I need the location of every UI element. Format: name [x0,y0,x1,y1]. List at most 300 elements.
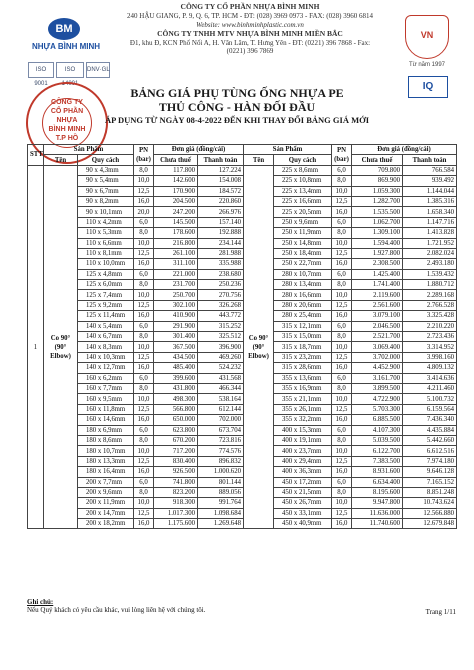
spec-cell: 280 x 25,4mm [274,311,332,321]
spec-cell: 140 x 5,4mm [78,321,134,331]
price-payment-cell: 250.236 [198,280,244,290]
price-pre-tax-cell: 431.800 [154,383,198,393]
price-pre-tax-cell: 6.885.500 [352,415,403,425]
pn-cell: 8,0 [134,165,154,175]
table-row [28,425,457,435]
price-payment-cell: 335.988 [198,259,244,269]
pn-cell: 10,0 [134,290,154,300]
price-payment-cell: 1.658.340 [403,207,457,217]
price-payment-cell: 12.566.880 [403,508,457,518]
pn-cell: 10,0 [332,498,352,508]
price-pre-tax-cell: 9.947.800 [352,498,403,508]
table-row [28,332,457,342]
price-payment-cell: 184.572 [198,186,244,196]
group-name-line: Elbow) [50,352,71,360]
price-payment-cell: 612.144 [198,404,244,414]
spec-cell: 125 x 7,4mm [78,290,134,300]
table-row [28,508,457,518]
price-pre-tax-cell: 2.561.600 [352,300,403,310]
pn-cell: 10,0 [332,186,352,196]
spec-cell: 400 x 29,4mm [274,456,332,466]
pn-cell: 6,0 [134,373,154,383]
pn-cell: 10,0 [134,176,154,186]
column-header: Tên [44,155,78,165]
seal-line: BÌNH MINH [48,126,86,133]
price-pre-tax-cell: 5.703.300 [352,404,403,414]
spec-cell: 110 x 8,1mm [78,248,134,258]
spec-cell: 400 x 23,7mm [274,446,332,456]
price-pre-tax-cell: 6.122.700 [352,446,403,456]
table-row [28,238,457,248]
spec-cell: 90 x 5,4mm [78,176,134,186]
price-pre-tax-cell: 216.800 [154,238,198,248]
table-row [28,196,457,206]
price-pre-tax-cell: 741.800 [154,477,198,487]
spec-cell: 125 x 11,4mm [78,311,134,321]
price-pre-tax-cell: 410.900 [154,311,198,321]
seal-line: CỔ PHẦN [50,108,84,115]
certification-badge: ISO 9001 [28,62,54,78]
pn-cell: 12,5 [134,404,154,414]
price-payment-cell: 266.976 [198,207,244,217]
pn-cell: 10,0 [134,446,154,456]
spec-cell: 160 x 9,5mm [78,394,134,404]
price-pre-tax-cell: 1.594.400 [352,238,403,248]
price-payment-cell: 7.165.152 [403,477,457,487]
price-payment-cell: 326.268 [198,300,244,310]
pn-cell: 6,0 [332,425,352,435]
pn-cell: 10,0 [134,394,154,404]
quality-mark: IQ [408,76,448,98]
award-year: Từ năm 1997 [408,62,446,68]
pn-cell: 6,0 [332,373,352,383]
price-pre-tax-cell: 1.535.500 [352,207,403,217]
spec-cell: 250 x 9,6mm [274,217,332,227]
price-pre-tax-cell: 485.400 [154,363,198,373]
table-row [28,498,457,508]
spec-cell: 280 x 13,4mm [274,280,332,290]
page-subtitle: THỦ CÔNG - HÀN ĐỐI ĐẦU [158,100,316,114]
table-header-row [28,155,457,165]
price-payment-cell: 8.851.248 [403,487,457,497]
table-row [28,352,457,362]
table-row [28,228,457,238]
pn-cell: 16,0 [134,363,154,373]
page-title: BẢNG GIÁ PHỤ TÙNG ỐNG NHỰA PE [130,86,344,100]
price-pre-tax-cell: 1.062.700 [352,217,403,227]
price-payment-cell: 469.260 [198,352,244,362]
price-pre-tax-cell: 301.400 [154,332,198,342]
pn-cell: 12,5 [332,300,352,310]
logo-mark: BM [48,18,80,40]
pn-cell: 12,5 [332,248,352,258]
price-payment-cell: 673.704 [198,425,244,435]
seal-line: NHỰA [56,117,78,124]
price-pre-tax-cell: 2.521.700 [352,332,403,342]
group-name-line: Co 90° [248,334,269,342]
pn-cell: 8,0 [332,383,352,393]
price-pre-tax-cell: 670.200 [154,435,198,445]
table-row [28,176,457,186]
group-name-line: Co 90° [50,334,71,342]
spec-cell: 200 x 11,9mm [78,498,134,508]
spec-cell: 180 x 16,4mm [78,467,134,477]
table-row [28,519,457,529]
pn-cell: 12,5 [332,456,352,466]
price-payment-cell: 10.743.624 [403,498,457,508]
price-pre-tax-cell: 7.383.500 [352,456,403,466]
note-title: Ghi chú: [27,598,54,606]
spec-cell: 140 x 8,3mm [78,342,134,352]
spec-cell: 160 x 14,6mm [78,415,134,425]
price-payment-cell: 431.568 [198,373,244,383]
price-payment-cell: 396.900 [198,342,244,352]
price-pre-tax-cell: 1.309.100 [352,228,403,238]
table-row [28,446,457,456]
pn-cell: 8,0 [332,487,352,497]
subsidiary-address: Đ1, khu Đ, KCN Phố Nối A, H. Văn Lâm, T. Hưng Yên - ĐT: (0221) 396 7868 - Fax: (0221) 396 7869 [129,39,371,55]
pn-cell: 12,5 [332,352,352,362]
price-payment-cell: 774.576 [198,446,244,456]
spec-cell: 110 x 5,3mm [78,228,134,238]
price-pre-tax-cell: 170.900 [154,186,198,196]
company-address: 240 HẬU GIANG, P. 9, Q. 6, TP. HCM - ĐT: (028) 3969 0973 - FAX: (028) 3960 6814 [127,12,373,20]
price-payment-cell: 12.679.848 [403,519,457,529]
spec-cell: 225 x 20,5mm [274,207,332,217]
pn-cell: 6,0 [134,217,154,227]
spec-cell: 315 x 23,2mm [274,352,332,362]
spec-cell: 160 x 11,8mm [78,404,134,414]
price-payment-cell: 5.100.732 [403,394,457,404]
document-footer [27,598,456,614]
price-pre-tax-cell: 117.800 [154,165,198,175]
pn-cell: 12,5 [332,404,352,414]
price-pre-tax-cell: 11.740.600 [352,519,403,529]
price-pre-tax-cell: 1.282.700 [352,196,403,206]
spec-cell: 125 x 6,0mm [78,280,134,290]
table-row [28,165,457,175]
row-number: 1 [28,165,44,529]
price-pre-tax-cell: 918.300 [154,498,198,508]
spec-cell: 200 x 18,2mm [78,519,134,529]
pn-cell: 16,0 [134,196,154,206]
spec-cell: 355 x 13,6mm [274,373,332,383]
pn-cell: 16,0 [332,415,352,425]
price-pre-tax-cell: 221.000 [154,269,198,279]
column-header: Quy cách [274,155,332,165]
price-payment-cell: 1.144.044 [403,186,457,196]
table-row [28,415,457,425]
spec-cell: 90 x 8,2mm [78,196,134,206]
table-row [28,217,457,227]
pn-cell: 10,0 [332,342,352,352]
price-payment-cell: 1.880.712 [403,280,457,290]
price-payment-cell: 281.988 [198,248,244,258]
price-pre-tax-cell: 1.175.600 [154,519,198,529]
spec-cell: 180 x 10,7mm [78,446,134,456]
price-payment-cell: 325.512 [198,332,244,342]
price-payment-cell: 154.008 [198,176,244,186]
pn-cell: 8,0 [134,228,154,238]
pn-cell: 12,5 [332,508,352,518]
price-pre-tax-cell: 4.107.300 [352,425,403,435]
pn-cell: 16,0 [134,259,154,269]
pn-cell: 16,0 [134,467,154,477]
spec-cell: 90 x 10,1mm [78,207,134,217]
spec-cell: 225 x 10,8mm [274,176,332,186]
pn-cell: 8,0 [134,435,154,445]
company-name: CÔNG TY CỔ PHẦN NHỰA BÌNH MINH [180,2,320,11]
price-pre-tax-cell: 2.308.500 [352,259,403,269]
price-pre-tax-cell: 261.100 [154,248,198,258]
pn-cell: 10,0 [134,498,154,508]
pn-cell: 10,0 [332,394,352,404]
price-payment-cell: 2.289.168 [403,290,457,300]
spec-cell: 200 x 7,7mm [78,477,134,487]
price-payment-cell: 7.436.340 [403,415,457,425]
spec-cell: 450 x 40,9mm [274,519,332,529]
spec-cell: 315 x 18,7mm [274,342,332,352]
table-row [28,394,457,404]
column-header: Đơn giá (đồng/cái) [352,145,457,155]
spec-cell: 315 x 15,0mm [274,332,332,342]
validity-note: ÁP DỤNG TỪ NGÀY 08-4-2022 ĐẾN KHI THAY ĐỔI BẢNG GIÁ MỚI [104,115,370,125]
price-pre-tax-cell: 8.931.600 [352,467,403,477]
price-pre-tax-cell: 498.300 [154,394,198,404]
spec-cell: 355 x 32,2mm [274,415,332,425]
spec-cell: 110 x 6,6mm [78,238,134,248]
spec-cell: 250 x 22,7mm [274,259,332,269]
pn-cell: 10,0 [134,342,154,352]
spec-cell: 450 x 26,7mm [274,498,332,508]
price-pre-tax-cell: 178.600 [154,228,198,238]
spec-cell: 250 x 14,8mm [274,238,332,248]
column-header: Quy cách [78,155,134,165]
product-group-name [44,165,78,529]
spec-cell: 250 x 18,4mm [274,248,332,258]
table-row [28,259,457,269]
pn-cell: 16,0 [134,311,154,321]
spec-cell: 315 x 28,6mm [274,363,332,373]
table-row [28,342,457,352]
column-header: Sản Phẩm [44,145,134,155]
price-payment-cell: 443.772 [198,311,244,321]
price-payment-cell: 1.269.648 [198,519,244,529]
pn-cell: 8,0 [134,383,154,393]
price-pre-tax-cell: 1.017.300 [154,508,198,518]
price-payment-cell: 1.000.620 [198,467,244,477]
column-header: Đơn giá (đồng/cái) [154,145,244,155]
logo-brand-text: NHỰA BÌNH MINH [31,42,101,51]
table-row [28,456,457,466]
price-payment-cell: 1.539.432 [403,269,457,279]
price-pre-tax-cell: 291.900 [154,321,198,331]
spec-cell: 110 x 10,0mm [78,259,134,269]
price-payment-cell: 2.082.024 [403,248,457,258]
price-payment-cell: 4.435.884 [403,425,457,435]
table-row [28,383,457,393]
price-payment-cell: 4.211.460 [403,383,457,393]
price-payment-cell: 2.493.180 [403,259,457,269]
pn-cell: 16,0 [332,311,352,321]
price-payment-cell: 2.210.220 [403,321,457,331]
price-payment-cell: 270.756 [198,290,244,300]
price-payment-cell: 766.584 [403,165,457,175]
pn-cell: 6,0 [332,165,352,175]
pn-cell: 12,5 [134,248,154,258]
pn-cell: 6,0 [332,321,352,331]
price-payment-cell: 3.314.952 [403,342,457,352]
price-pre-tax-cell: 2.046.500 [352,321,403,331]
price-pre-tax-cell: 247.200 [154,207,198,217]
certification-badge: ISO 14001 [56,62,84,78]
pn-cell: 16,0 [332,259,352,269]
spec-cell: 400 x 36,3mm [274,467,332,477]
price-payment-cell: 538.164 [198,394,244,404]
price-payment-cell: 3.414.636 [403,373,457,383]
company-website: Website: www.binhminhplastic.com.vn [196,21,304,29]
price-payment-cell: 3.998.160 [403,352,457,362]
spec-cell: 90 x 6,7mm [78,186,134,196]
spec-cell: 160 x 7,7mm [78,383,134,393]
spec-cell: 225 x 16,6mm [274,196,332,206]
product-group-name [244,165,274,529]
price-payment-cell: 234.144 [198,238,244,248]
spec-cell: 355 x 21,1mm [274,394,332,404]
price-pre-tax-cell: 231.700 [154,280,198,290]
pn-cell: 8,0 [134,280,154,290]
subsidiary-name: CÔNG TY TNHH MTV NHỰA BÌNH MINH MIỀN BẮC [157,29,343,38]
price-pre-tax-cell: 3.069.400 [352,342,403,352]
spec-cell: 450 x 21,5mm [274,487,332,497]
price-pre-tax-cell: 650.000 [154,415,198,425]
price-pre-tax-cell: 311.100 [154,259,198,269]
table-row [28,467,457,477]
spec-cell: 450 x 33,1mm [274,508,332,518]
price-pre-tax-cell: 6.634.400 [352,477,403,487]
price-pre-tax-cell: 869.900 [352,176,403,186]
spec-cell: 250 x 11,9mm [274,228,332,238]
spec-cell: 450 x 17,2mm [274,477,332,487]
table-row [28,477,457,487]
price-payment-cell: 127.224 [198,165,244,175]
price-payment-cell: 939.492 [403,176,457,186]
price-pre-tax-cell: 3.702.000 [352,352,403,362]
table-row [28,363,457,373]
table-row [28,280,457,290]
note-text: Nếu Quý khách có yêu cầu khác, vui lòng liên hệ với chúng tôi. [27,606,206,614]
price-payment-cell: 991.764 [198,498,244,508]
table-row [28,487,457,497]
spec-cell: 140 x 6,7mm [78,332,134,342]
award-badge: VN [405,15,449,59]
price-pre-tax-cell: 2.119.600 [352,290,403,300]
price-pre-tax-cell: 566.800 [154,404,198,414]
table-row [28,404,457,414]
table-row [28,248,457,258]
price-pre-tax-cell: 204.500 [154,196,198,206]
pn-cell: 10,0 [332,446,352,456]
price-payment-cell: 1.413.828 [403,228,457,238]
document-header [0,0,474,150]
spec-cell: 125 x 9,2mm [78,300,134,310]
pn-cell: 6,0 [332,269,352,279]
table-row [28,435,457,445]
group-name-line: (90° [252,343,265,351]
price-pre-tax-cell: 926.500 [154,467,198,477]
spec-cell: 315 x 12,1mm [274,321,332,331]
price-payment-cell: 801.144 [198,477,244,487]
price-pre-tax-cell: 367.500 [154,342,198,352]
price-payment-cell: 9.646.128 [403,467,457,477]
price-pre-tax-cell: 434.500 [154,352,198,362]
spec-cell: 160 x 6,2mm [78,373,134,383]
spec-cell: 225 x 13,4mm [274,186,332,196]
price-payment-cell: 2.723.436 [403,332,457,342]
price-payment-cell: 1.721.952 [403,238,457,248]
table-row [28,269,457,279]
spec-cell: 180 x 13,3mm [78,456,134,466]
column-header: Thanh toán [198,155,244,165]
spec-cell: 280 x 16,6mm [274,290,332,300]
pn-cell: 12,5 [134,508,154,518]
pn-cell: 8,0 [332,435,352,445]
price-pre-tax-cell: 250.700 [154,290,198,300]
pn-cell: 8,0 [332,280,352,290]
pn-cell: 12,5 [134,456,154,466]
spec-cell: 355 x 16,9mm [274,383,332,393]
price-payment-cell: 1.098.684 [198,508,244,518]
column-header: PN (bar) [134,145,154,166]
price-pre-tax-cell: 4.722.900 [352,394,403,404]
spec-cell: 180 x 8,6mm [78,435,134,445]
group-name-line: Elbow) [248,352,269,360]
price-pre-tax-cell: 3.079.100 [352,311,403,321]
price-payment-cell: 889.056 [198,487,244,497]
pn-cell: 6,0 [332,477,352,487]
column-header: Tên [244,155,274,165]
pn-cell: 8,0 [332,176,352,186]
price-pre-tax-cell: 399.600 [154,373,198,383]
price-pre-tax-cell: 8.195.600 [352,487,403,497]
spec-cell: 355 x 26,1mm [274,404,332,414]
spec-cell: 140 x 12,7mm [78,363,134,373]
price-payment-cell: 7.974.180 [403,456,457,466]
price-payment-cell: 220.860 [198,196,244,206]
pn-cell: 10,0 [332,290,352,300]
pn-cell: 12,5 [134,352,154,362]
price-pre-tax-cell: 1.425.400 [352,269,403,279]
group-name-line: (90° [54,343,67,351]
price-pre-tax-cell: 142.600 [154,176,198,186]
price-pre-tax-cell: 1.741.400 [352,280,403,290]
pn-cell: 10,0 [134,238,154,248]
price-payment-cell: 896.832 [198,456,244,466]
spec-cell: 140 x 10,3mm [78,352,134,362]
column-header: Thanh toán [403,155,457,165]
pn-cell: 6,0 [134,425,154,435]
price-payment-cell: 6.612.516 [403,446,457,456]
price-pre-tax-cell: 717.200 [154,446,198,456]
pn-cell: 20,0 [134,207,154,217]
seal-line: CÔNG TY [51,99,83,106]
price-payment-cell: 315.252 [198,321,244,331]
table-row [28,311,457,321]
price-payment-cell: 157.140 [198,217,244,227]
pn-cell: 12,5 [134,186,154,196]
pn-cell: 12,5 [332,196,352,206]
table-row [28,290,457,300]
